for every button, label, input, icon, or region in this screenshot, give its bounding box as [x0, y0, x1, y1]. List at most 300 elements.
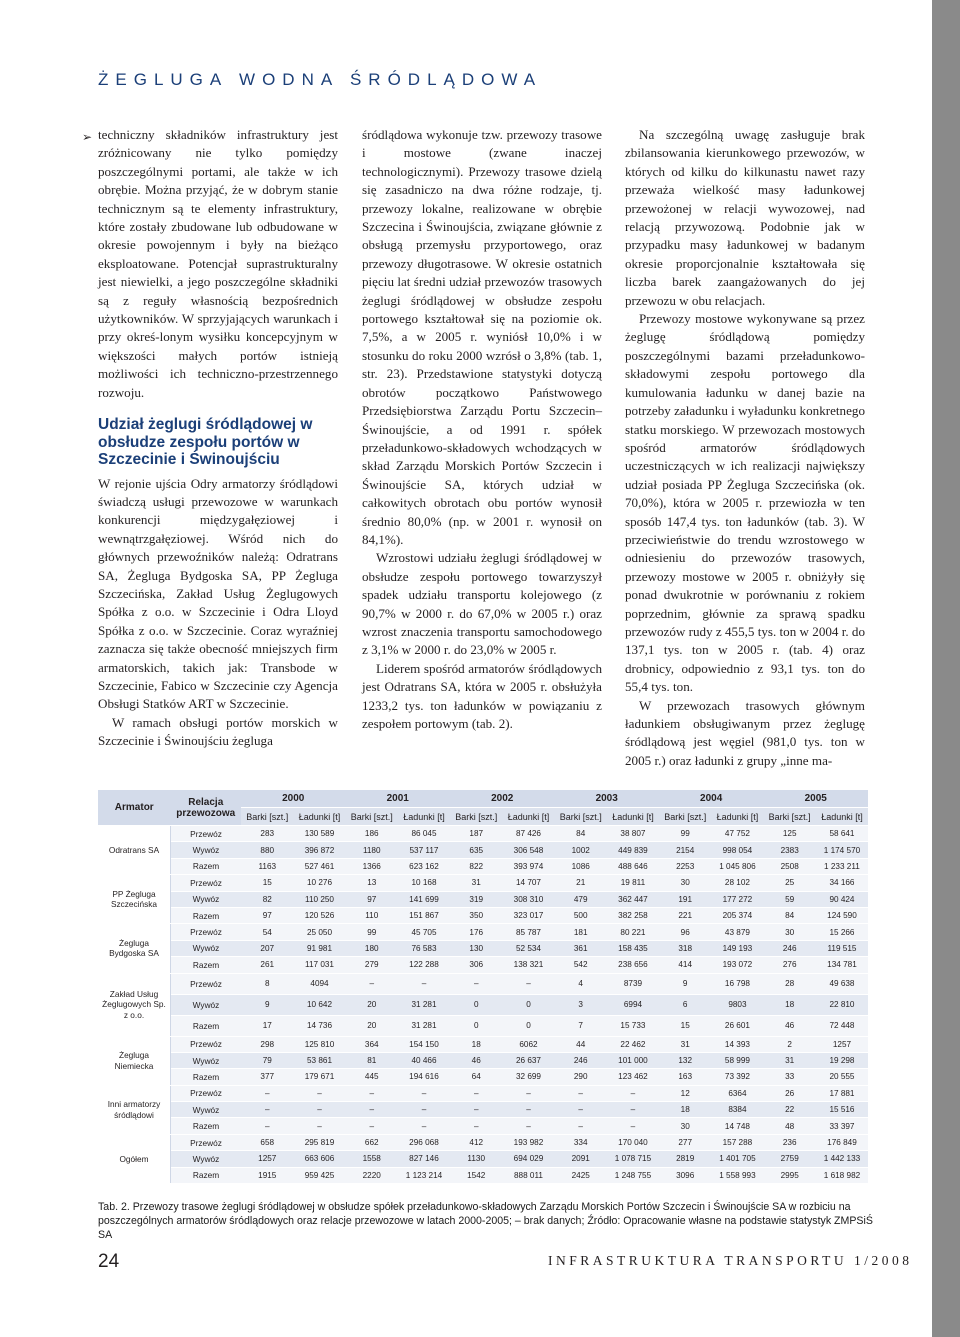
value-cell: 26 637 [502, 1052, 554, 1068]
value-cell: – [345, 1102, 398, 1118]
relacja-cell: Razem [171, 858, 242, 874]
value-cell: 9 [241, 994, 294, 1015]
relacja-cell: Razem [171, 1015, 242, 1036]
value-cell: 124 590 [816, 907, 868, 923]
value-cell: 16 798 [711, 973, 763, 994]
value-cell: 10 642 [294, 994, 346, 1015]
subheader-ladunki: Ładunki [t] [816, 808, 868, 826]
value-cell: 8384 [711, 1102, 763, 1118]
value-cell: 81 [345, 1052, 398, 1068]
value-cell: 1 078 715 [607, 1151, 659, 1167]
value-cell: 221 [659, 907, 712, 923]
value-cell: 20 [345, 1015, 398, 1036]
table-row [98, 1069, 868, 1085]
subheading: Udział żeglugi śródlądowej w obsłudze zespołu portów w Szczecinie i Świnoujściu [98, 416, 313, 469]
relacja-cell: Przewóz [171, 875, 242, 891]
value-cell: – [345, 973, 398, 994]
value-cell: 97 [345, 891, 398, 907]
value-cell: 40 466 [398, 1052, 450, 1068]
value-cell: 18 [450, 1036, 503, 1052]
value-cell: 76 583 [398, 940, 450, 956]
value-cell: 1086 [554, 858, 607, 874]
value-cell: 298 [241, 1036, 294, 1052]
value-cell: 1 233 211 [816, 858, 868, 874]
header-year: 2005 [763, 790, 868, 808]
page-number: 24 [98, 1251, 120, 1272]
header-armator: Armator [98, 790, 171, 826]
table-row [98, 994, 868, 1015]
table-row [98, 826, 868, 842]
continuation-arrow-icon: ➢ [82, 130, 93, 144]
journal-name: INFRASTRUKTURA TRANSPORTU 1/2008 [548, 1253, 913, 1268]
armator-cell: Żegluga Bydgoska SA [98, 924, 171, 973]
value-cell: 110 250 [294, 891, 346, 907]
value-cell: – [502, 1102, 554, 1118]
value-cell: 17 881 [816, 1085, 868, 1101]
value-cell: – [607, 1118, 659, 1134]
value-cell: 30 [763, 924, 816, 940]
value-cell: 414 [659, 957, 712, 973]
value-cell: 319 [450, 891, 503, 907]
value-cell: 79 [241, 1052, 294, 1068]
value-cell: 82 [241, 891, 294, 907]
value-cell: – [554, 1118, 607, 1134]
value-cell: 19 811 [607, 875, 659, 891]
value-cell: 119 515 [816, 940, 868, 956]
relacja-cell: Przewóz [171, 973, 242, 994]
value-cell: 246 [763, 940, 816, 956]
value-cell: 8739 [607, 973, 659, 994]
value-cell: 295 819 [294, 1134, 346, 1150]
table-caption: Tab. 2. Przewozy trasowe żeglugi śródlądowej w obsłudze spółek przeładunkowo-składowych Zarządu Morskich Portów Szczecin i Świnoujście SA w rozbiciu na poszczególnych armatorów śródlądowych oraz relacje przewozowe w latach 2000-2005; – brak danych; Źródło: Opracowanie własne na podstawie statystyk ZMPSiŚ SA [98, 1201, 873, 1241]
value-cell: 15 [241, 875, 294, 891]
value-cell: 120 526 [294, 907, 346, 923]
value-cell: – [294, 1102, 346, 1118]
value-cell: 635 [450, 842, 503, 858]
armator-cell: Inni armatorzy śródlądowi [98, 1085, 171, 1134]
subheader-barki: Barki [szt.] [763, 808, 816, 826]
paragraph: W ramach obsługi portów morskich w Szczecinie i Świnoujściu żegluga [98, 714, 338, 749]
value-cell: 64 [450, 1069, 503, 1085]
value-cell: 306 [450, 957, 503, 973]
value-cell: 1 442 133 [816, 1151, 868, 1167]
value-cell: 364 [345, 1036, 398, 1052]
value-cell: 2819 [659, 1151, 712, 1167]
value-cell: 170 040 [607, 1134, 659, 1150]
value-cell: 998 054 [711, 842, 763, 858]
value-cell: 179 671 [294, 1069, 346, 1085]
value-cell: 117 031 [294, 957, 346, 973]
relacja-cell: Przewóz [171, 1134, 242, 1150]
value-cell: 151 867 [398, 907, 450, 923]
value-cell: 1 123 214 [398, 1167, 450, 1183]
value-cell: 2253 [659, 858, 712, 874]
value-cell: 34 166 [816, 875, 868, 891]
value-cell: 537 117 [398, 842, 450, 858]
value-cell: 623 162 [398, 858, 450, 874]
value-cell: 1 174 570 [816, 842, 868, 858]
text-column-1 [98, 126, 338, 751]
value-cell: 318 [659, 940, 712, 956]
value-cell: 84 [763, 907, 816, 923]
paragraph: techniczny składników infrastruktury jest zróżnicowany nie tylko pomiędzy poszczególnymi portami, ale także w ich obrębie. Można przyjąć, że w dobrym stanie technicznym są te elementy infrastruktury, które zostały zbudowane lub odbudowane w okresie powojennym i były na bieżąco eksploatowane. Potencjał suprastrukturalny jest niewielki, a jego poszczególne składniki są z reguły własnością bezpośrednich użytkowników. W sprzyjających warunkach i przy okreś-lonym wysiłku koncepcyjnym w większości małych portów istnieją możliwości ich techniczno-przestrzennego rozwoju. [98, 127, 338, 400]
subheader-barki: Barki [szt.] [241, 808, 294, 826]
value-cell: 44 [554, 1036, 607, 1052]
subheader-ladunki: Ładunki [t] [502, 808, 554, 826]
value-cell: 2995 [763, 1167, 816, 1183]
value-cell: 157 288 [711, 1134, 763, 1150]
text-column-3 [625, 126, 865, 770]
value-cell: 2383 [763, 842, 816, 858]
table-row [98, 924, 868, 940]
value-cell: 6994 [607, 994, 659, 1015]
value-cell: 888 011 [502, 1167, 554, 1183]
value-cell: 21 [554, 875, 607, 891]
value-cell: 193 072 [711, 957, 763, 973]
value-cell: 101 000 [607, 1052, 659, 1068]
relacja-cell: Wywóz [171, 891, 242, 907]
value-cell: 45 705 [398, 924, 450, 940]
value-cell: 0 [502, 994, 554, 1015]
relacja-cell: Przewóz [171, 826, 242, 842]
relacja-cell: Przewóz [171, 1085, 242, 1101]
value-cell: – [450, 1085, 503, 1101]
value-cell: 91 981 [294, 940, 346, 956]
table-row [98, 1167, 868, 1183]
table-row [98, 891, 868, 907]
relacja-cell: Wywóz [171, 842, 242, 858]
table-row [98, 1118, 868, 1134]
value-cell: 25 050 [294, 924, 346, 940]
value-cell: 123 462 [607, 1069, 659, 1085]
value-cell: 31 [763, 1052, 816, 1068]
value-cell: 84 [554, 826, 607, 842]
paragraph: Liderem spośród armatorów śródlądowych jest Odratrans SA, która w 2005 r. obsłużyła 1233,2 tys. ton ładunków w powiązaniu z zespołem portowym (tab. 2). [362, 660, 602, 731]
table-row [98, 1102, 868, 1118]
value-cell: 18 [659, 1102, 712, 1118]
value-cell: 2220 [345, 1167, 398, 1183]
value-cell: 362 447 [607, 891, 659, 907]
value-cell: 236 [763, 1134, 816, 1150]
value-cell: 238 656 [607, 957, 659, 973]
value-cell: 72 448 [816, 1015, 868, 1036]
value-cell: 20 [345, 994, 398, 1015]
value-cell: 9 [659, 973, 712, 994]
relacja-cell: Wywóz [171, 1052, 242, 1068]
relacja-cell: Razem [171, 957, 242, 973]
value-cell: 822 [450, 858, 503, 874]
value-cell: 500 [554, 907, 607, 923]
value-cell: 33 397 [816, 1118, 868, 1134]
value-cell: 46 [450, 1052, 503, 1068]
value-cell: 6062 [502, 1036, 554, 1052]
value-cell: 15 [659, 1015, 712, 1036]
table-row [98, 1151, 868, 1167]
subheader-barki: Barki [szt.] [450, 808, 503, 826]
value-cell: 132 [659, 1052, 712, 1068]
paragraph: Wzrostowi udziału żeglugi śródlądowej w obsłudze zespołu portowego towarzyszył spadek udziału transportu kolejowego (z 90,7% w 2000 r. do 67,0% w 2005 r.) oraz wzrost znaczenia transportu samochodowego z 3,1% w 2000 r. do 23,0% w 2005 r. [362, 550, 602, 658]
value-cell: 14 748 [711, 1118, 763, 1134]
value-cell: – [398, 973, 450, 994]
value-cell: 158 435 [607, 940, 659, 956]
value-cell: 20 555 [816, 1069, 868, 1085]
value-cell: – [450, 1118, 503, 1134]
value-cell: 86 045 [398, 826, 450, 842]
data-table [98, 790, 868, 1184]
value-cell: 26 601 [711, 1015, 763, 1036]
header-relacja: Relacja przewozowa [171, 790, 242, 826]
value-cell: 488 646 [607, 858, 659, 874]
relacja-cell: Wywóz [171, 1151, 242, 1167]
value-cell: 99 [345, 924, 398, 940]
value-cell: 283 [241, 826, 294, 842]
value-cell: 187 [450, 826, 503, 842]
value-cell: 959 425 [294, 1167, 346, 1183]
relacja-cell: Wywóz [171, 994, 242, 1015]
paragraph: śródlądowa wykonuje tzw. przewozy trasowe i mostowe (zwane inaczej technologicznymi). Przewozy trasowe dzielą się zasadniczo na dwa różne rodzaje, tj. przewozy lokalne, realizowane w obrębie Szczecina i Świnoujścia, związane głównie z obsługą przemysłu przyportowego, oraz przewozy długotrasowe. W okresie ostatnich pięciu lat średni udział przewozów trasowych żeglugi śródlądowej w obsłudze zespołu portowego kształtował się na poziomie ok. 7,5%, a w 2005 r. wyniósł 10,0% i w stosunku do roku 2000 wzrósł o 3,8% (tab. 1, str. 23). Przedstawione statystyki dotyczą obrotów początkowo Państwowego Przedsiębiorstwa Zarządu Portu Szczecin–Świnoujście, a od 1991 r. spółek przeładunkowo-składowych wchodzących w skład Zarządu Morskich Portów Szczecin i Świnoujście SA, których udział w całkowitych obrotach obu portów wynosił średnio 80,0% (np. w 2001 r. wynosił on 84,1%). [362, 127, 602, 547]
value-cell: 10 276 [294, 875, 346, 891]
subheader-ladunki: Ładunki [t] [294, 808, 346, 826]
value-cell: – [450, 1102, 503, 1118]
relacja-cell: Razem [171, 907, 242, 923]
value-cell: – [607, 1102, 659, 1118]
value-cell: 0 [450, 1015, 503, 1036]
value-cell: 880 [241, 842, 294, 858]
value-cell: 125 [763, 826, 816, 842]
header-year: 2002 [450, 790, 554, 808]
value-cell: 58 641 [816, 826, 868, 842]
value-cell: 177 272 [711, 891, 763, 907]
value-cell: 662 [345, 1134, 398, 1150]
table-row [98, 858, 868, 874]
value-cell: 31 281 [398, 1015, 450, 1036]
paragraph: W rejonie ujścia Odry armatorzy śródlądowi świadczą usługi przewozowe w warunkach konkurencji międzygałęziowej i wewnątrzgałęziowej. Wśród nich do głównych przewoźników należą: Odratrans SA, Żegluga Bydgoska SA, PP Żegluga Szczecińska, Zakład Usług Żeglugowych Spółka z o.o. w Szczecinie i Odra Lloyd Spółka z o.o. w Szczecinie. Coraz wyraźniej zaznacza się także obecność mniejszych firm armatorskich, takich jak: Transbode w Szczecinie, Fabico w Szczecinie czy Agencja Obsługi Statków ART w Szczecinie. [98, 475, 338, 712]
value-cell: 4094 [294, 973, 346, 994]
value-cell: 306 548 [502, 842, 554, 858]
value-cell: 445 [345, 1069, 398, 1085]
value-cell: 205 374 [711, 907, 763, 923]
value-cell: 22 462 [607, 1036, 659, 1052]
value-cell: 1163 [241, 858, 294, 874]
value-cell: 14 393 [711, 1036, 763, 1052]
value-cell: 48 [763, 1118, 816, 1134]
value-cell: 193 982 [502, 1134, 554, 1150]
value-cell: 59 [763, 891, 816, 907]
value-cell: 6 [659, 994, 712, 1015]
value-cell: 85 787 [502, 924, 554, 940]
value-cell: 15 733 [607, 1015, 659, 1036]
value-cell: 28 [763, 973, 816, 994]
value-cell: – [398, 1118, 450, 1134]
value-cell: 58 999 [711, 1052, 763, 1068]
value-cell: – [294, 1118, 346, 1134]
value-cell: 207 [241, 940, 294, 956]
value-cell: 1 045 806 [711, 858, 763, 874]
value-cell: 396 872 [294, 842, 346, 858]
value-cell: 33 [763, 1069, 816, 1085]
value-cell: 154 150 [398, 1036, 450, 1052]
value-cell: 658 [241, 1134, 294, 1150]
value-cell: 32 699 [502, 1069, 554, 1085]
value-cell: 13 [345, 875, 398, 891]
value-cell: 14 736 [294, 1015, 346, 1036]
value-cell: 3096 [659, 1167, 712, 1183]
header-year: 2004 [659, 790, 763, 808]
value-cell: 1257 [241, 1151, 294, 1167]
value-cell: 149 193 [711, 940, 763, 956]
paragraph: W przewozach trasowych głównym ładunkiem obsługiwanym przez żeglugę śródlądową jest węgiel (981,0 tys. ton w 2005 r.) oraz ładunki z grupy „inne ma- [625, 697, 865, 768]
value-cell: – [554, 1102, 607, 1118]
value-cell: 663 606 [294, 1151, 346, 1167]
value-cell: 194 616 [398, 1069, 450, 1085]
value-cell: 22 [763, 1102, 816, 1118]
value-cell: 46 [763, 1015, 816, 1036]
value-cell: 296 068 [398, 1134, 450, 1150]
value-cell: 10 168 [398, 875, 450, 891]
value-cell: 1130 [450, 1151, 503, 1167]
value-cell: 134 781 [816, 957, 868, 973]
value-cell: 130 [450, 940, 503, 956]
value-cell: 1 248 755 [607, 1167, 659, 1183]
table-row [98, 842, 868, 858]
armator-cell: Ogółem [98, 1134, 171, 1183]
text-column-2 [362, 126, 602, 733]
value-cell: 90 424 [816, 891, 868, 907]
value-cell: 277 [659, 1134, 712, 1150]
value-cell: – [241, 1102, 294, 1118]
value-cell: 542 [554, 957, 607, 973]
value-cell: 99 [659, 826, 712, 842]
value-cell: 15 266 [816, 924, 868, 940]
value-cell: 130 589 [294, 826, 346, 842]
value-cell: – [294, 1085, 346, 1101]
value-cell: – [241, 1118, 294, 1134]
table-row [98, 940, 868, 956]
value-cell: – [398, 1085, 450, 1101]
value-cell: 17 [241, 1015, 294, 1036]
value-cell: 96 [659, 924, 712, 940]
value-cell: 261 [241, 957, 294, 973]
value-cell: 141 699 [398, 891, 450, 907]
value-cell: 2759 [763, 1151, 816, 1167]
value-cell: – [607, 1085, 659, 1101]
section-title: ŻEGLUGA WODNA ŚRÓDLĄDOWA [98, 70, 543, 89]
value-cell: 181 [554, 924, 607, 940]
value-cell: 246 [554, 1052, 607, 1068]
value-cell: 1366 [345, 858, 398, 874]
value-cell: 28 102 [711, 875, 763, 891]
table-row [98, 973, 868, 994]
value-cell: 191 [659, 891, 712, 907]
table-row [98, 1015, 868, 1036]
value-cell: 279 [345, 957, 398, 973]
value-cell: 31 [450, 875, 503, 891]
value-cell: 30 [659, 1118, 712, 1134]
value-cell: 2154 [659, 842, 712, 858]
value-cell: – [345, 1085, 398, 1101]
value-cell: 276 [763, 957, 816, 973]
relacja-cell: Przewóz [171, 1036, 242, 1052]
paragraph: Przewozy mostowe wykonywane są przez żeglugę śródlądową pomiędzy poszczególnymi bazami przeładunkowo-składowymi zespołu portowego dla kumulowania ładunku w danej bazie na potrzeby załadunku i wyładunku konkretnego statku morskiego. W przewozach mostowych spośród armatorów śródlądowych uczestniczących w ich realizacji największy udział posiada PP Żegluga Szczecińska (ok. 70,0%), która w 2005 r. przewiozła w ten sposób 147,4 tys. ton ładunków (tab. 3). W przeciwieństwie do trendu wzrostowego w odniesieniu do przewozów trasowych, przewozy mostowe w 2005 r. obniżyły się ponad dwukrotnie w porównaniu z rokiem poprzednim, głównie za sprawą spadku przewozów rudy z 455,5 tys. ton w 2004 r. do 137,1 tys. ton w 2005 r. (tab. 4) oraz drobnicy, odpowiednio z 93,1 tys. ton do 55,4 tys. ton. [625, 311, 866, 695]
table-row [98, 1134, 868, 1150]
value-cell: 47 752 [711, 826, 763, 842]
value-cell: – [502, 1085, 554, 1101]
value-cell: 527 461 [294, 858, 346, 874]
value-cell: 186 [345, 826, 398, 842]
value-cell: 1 618 982 [816, 1167, 868, 1183]
value-cell: 382 258 [607, 907, 659, 923]
relacja-cell: Razem [171, 1118, 242, 1134]
subheader-ladunki: Ładunki [t] [398, 808, 450, 826]
value-cell: 1180 [345, 842, 398, 858]
value-cell: 1002 [554, 842, 607, 858]
relacja-cell: Wywóz [171, 940, 242, 956]
armator-cell: Odratrans SA [98, 826, 171, 875]
value-cell: 1558 [345, 1151, 398, 1167]
value-cell: 163 [659, 1069, 712, 1085]
value-cell: 377 [241, 1069, 294, 1085]
value-cell: 97 [241, 907, 294, 923]
relacja-cell: Razem [171, 1167, 242, 1183]
value-cell: 87 426 [502, 826, 554, 842]
value-cell: 110 [345, 907, 398, 923]
value-cell: 323 017 [502, 907, 554, 923]
value-cell: 449 839 [607, 842, 659, 858]
subheader-ladunki: Ładunki [t] [711, 808, 763, 826]
relacja-cell: Wywóz [171, 1102, 242, 1118]
value-cell: 2508 [763, 858, 816, 874]
value-cell: 6364 [711, 1085, 763, 1101]
page-edge-bar [932, 0, 960, 1337]
value-cell: 30 [659, 875, 712, 891]
value-cell: 176 849 [816, 1134, 868, 1150]
header-year: 2000 [241, 790, 345, 808]
value-cell: 49 638 [816, 973, 868, 994]
value-cell: 125 810 [294, 1036, 346, 1052]
value-cell: 334 [554, 1134, 607, 1150]
value-cell: 9803 [711, 994, 763, 1015]
value-cell: 26 [763, 1085, 816, 1101]
value-cell: 393 974 [502, 858, 554, 874]
value-cell: 22 810 [816, 994, 868, 1015]
value-cell: 138 321 [502, 957, 554, 973]
value-cell: 2425 [554, 1167, 607, 1183]
value-cell: 1542 [450, 1167, 503, 1183]
value-cell: 18 [763, 994, 816, 1015]
value-cell: – [241, 1085, 294, 1101]
value-cell: 827 146 [398, 1151, 450, 1167]
table-row [98, 1052, 868, 1068]
value-cell: 15 516 [816, 1102, 868, 1118]
table-row [98, 1036, 868, 1052]
value-cell: 54 [241, 924, 294, 940]
value-cell: 25 [763, 875, 816, 891]
subheader-barki: Barki [szt.] [554, 808, 607, 826]
armator-cell: Zakład Usług Żeglugowych Sp. z o.o. [98, 973, 171, 1036]
value-cell: 1915 [241, 1167, 294, 1183]
value-cell: 53 861 [294, 1052, 346, 1068]
armator-cell: Żegluga Niemiecka [98, 1036, 171, 1085]
value-cell: 122 288 [398, 957, 450, 973]
value-cell: 0 [502, 1015, 554, 1036]
value-cell: – [345, 1118, 398, 1134]
value-cell: 479 [554, 891, 607, 907]
value-cell: 694 029 [502, 1151, 554, 1167]
value-cell: 2 [763, 1036, 816, 1052]
value-cell: 52 534 [502, 940, 554, 956]
relacja-cell: Przewóz [171, 924, 242, 940]
value-cell: – [502, 1118, 554, 1134]
